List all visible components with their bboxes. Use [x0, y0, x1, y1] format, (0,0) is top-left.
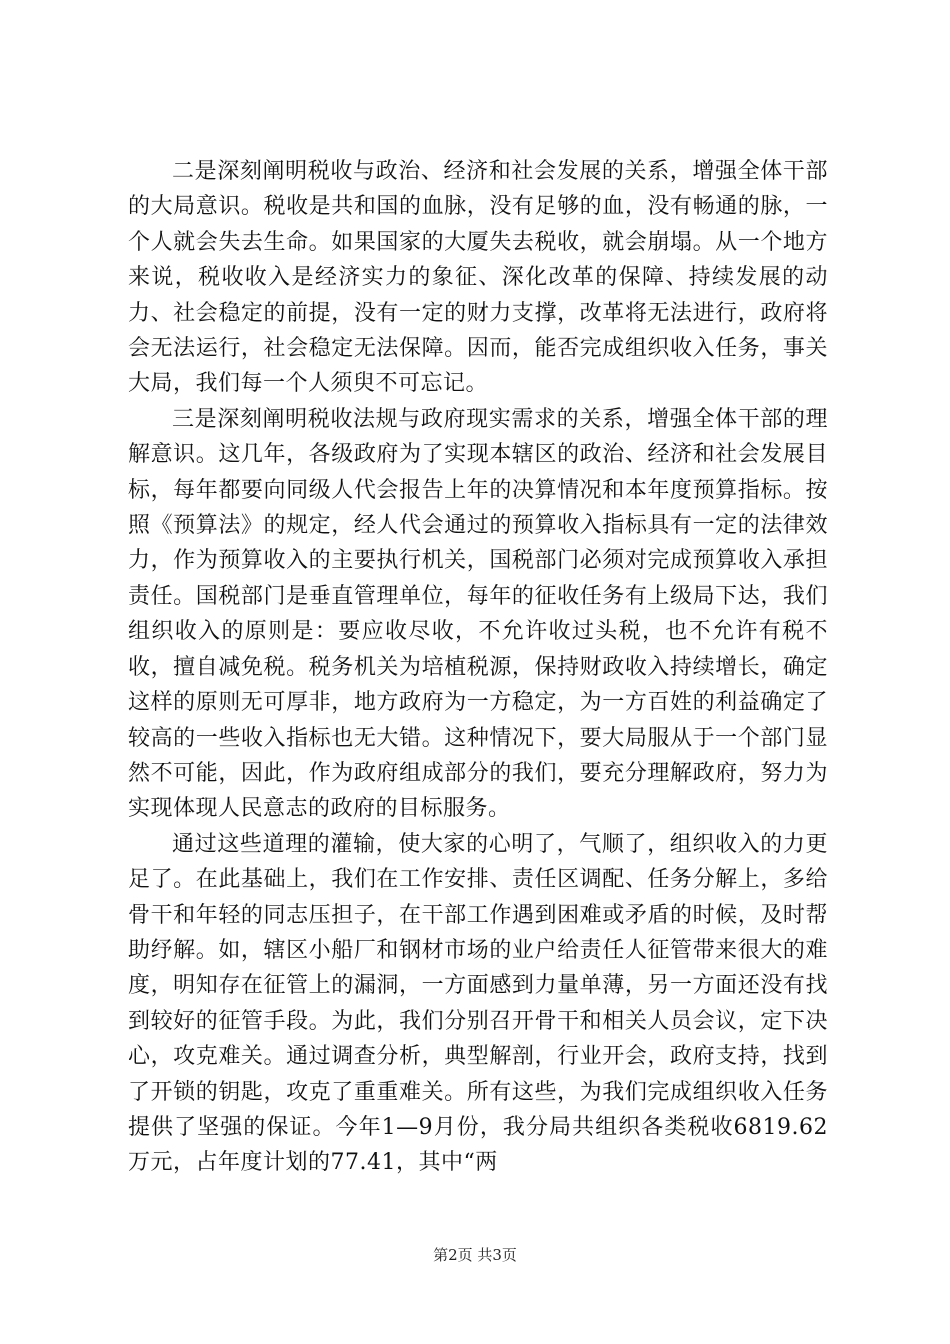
paragraph-political-economic-relation: 二是深刻阐明税收与政治、经济和社会发展的关系，增强全体干部的大局意识。税收是共和国的血脉，没有足够的血，没有畅通的脉，一个人就会失去生命。如果国家的大厦失去税收，就会崩塌。从一个地方来说，税收收入是经济实力的象征、深化改革的保障、持续发展的动力、社会稳定的前提，没有一定的财力支撑，改革将无法进行，政府将会无法运行，社会稳定无法保障。因而，能否完成组织收入任务，事关大局，我们每一个人须臾不可忘记。: [128, 159, 828, 397]
paragraph-tax-law-government-needs: 三是深刻阐明税收法规与政府现实需求的关系，增强全体干部的理解意识。这几年，各级政府为了实现本辖区的政治、经济和社会发展目标，每年都要向同级人代会报告上年的决算情况和本年度预算指标。按照《预算法》的规定，经人代会通过的预算收入指标具有一定的法律效力，作为预算收入的主要执行机关，国税部门必须对完成预算收入承担责任。国税部门是垂直管理单位，每年的征收任务有上级局下达，我们组织收入的原则是：要应收尽收，不允许收过头税，也不允许有税不收，擅自减免税。税务机关为培植税源，保持财政收入持续增长，确定这样的原则无可厚非，地方政府为一方稳定，为一方百姓的利益确定了较高的一些收入指标也无大错。这种情况下，要大局服从于一个部门显然不可能，因此，作为政府组成部分的我们，要充分理解政府，努力为实现体现人民意志的政府的目标服务。: [128, 406, 828, 822]
paragraph-work-results: 通过这些道理的灌输，使大家的心明了，气顺了，组织收入的力更足了。在此基础上，我们在工作安排、责任区调配、任务分解上，多给骨干和年轻的同志压担子，在干部工作遇到困难或矛盾的时候，及时帮助纾解。如，辖区小船厂和钢材市场的业户给责任人征管带来很大的难度，明知存在征管上的漏洞，一方面感到力量单薄，另一方面还没有找到较好的征管手段。为此，我们分别召开骨干和相关人员会议，定下决心，攻克难关。通过调查分析，典型解剖，行业开会，政府支持，找到了开锁的钥匙，攻克了重重难关。所有这些，为我们完成组织收入任务提供了坚强的保证。今年1—9月份，我分局共组织各类税收6819.62万元，占年度计划的77.41，其中“两: [128, 831, 828, 1176]
document-body: [128, 154, 828, 1181]
page-number-footer: 第2页 共3页: [433, 1246, 517, 1264]
